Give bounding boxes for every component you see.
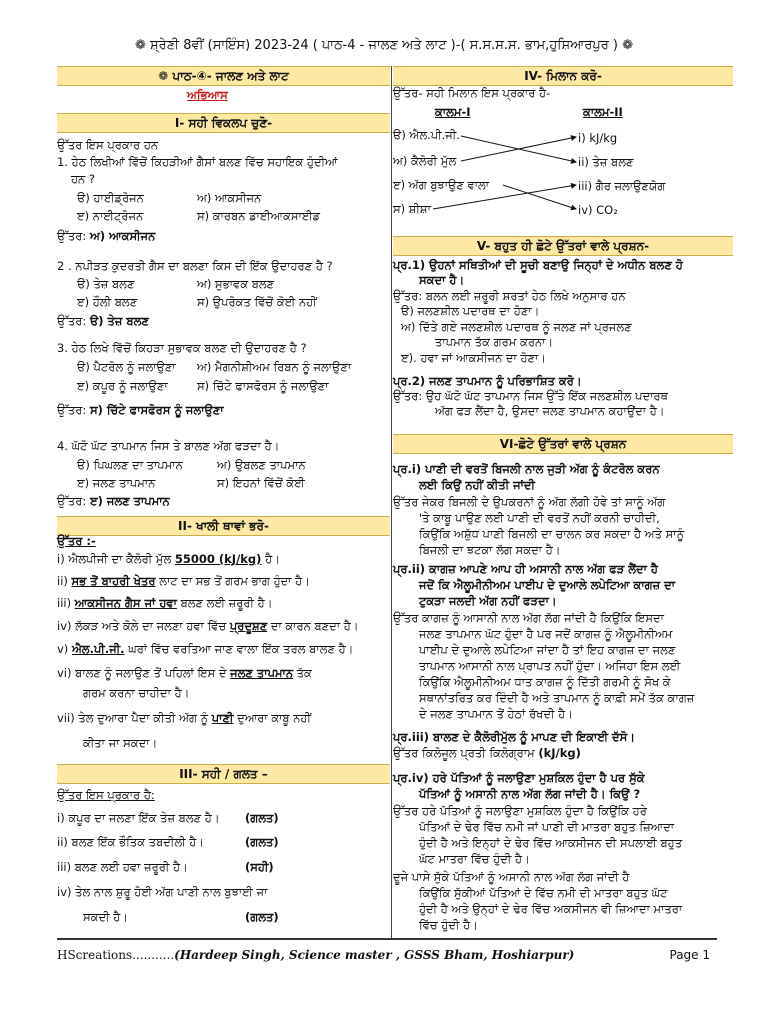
fill-text: ਦਾ ਕਾਰਨ ਬਣਦਾ ਹੈ।: [270, 619, 359, 633]
tf-answer: (ਗਲਤ): [245, 910, 279, 924]
column-2-header: ਕਾਲਮ-II: [583, 105, 623, 119]
q2-text: 2 . ਨਪੀੜਤ ਕੁਦਰਤੀ ਗੈਸ ਦਾ ਬਲਣਾ ਕਿਸ ਦੀ ਇੱਕ ਉਦਾਹਰਣ ਹੈ ?: [57, 259, 333, 273]
answer-value: ਸ) ਚਿੱਟੇ ਫਾਸਫੋਰਸ ਨੂੰ ਜਲਾਉਣਾ: [89, 403, 224, 417]
header-title: ਸ਼੍ਰੇਣੀ 8ਵੀਂ (ਸਾਇੰਸ) 2023-24 ( ਪਾਠ-4 - ਜਾਲਣ ਅਤੇ ਲਾਟ )-( ਸ.ਸ.ਸ.ਸ. ਭਾਮ,ਹੁਸ਼ਿਆਰਪੁਰ ): [149, 38, 618, 53]
fill-7: [57, 711, 311, 725]
s4-intro: ਉੱਤਰ- ਸਹੀ ਮਿਲਾਨ ਇਸ ਪ੍ਰਕਾਰ ਹੈ-: [393, 86, 551, 100]
q3-option: ਅ) ਮੈਗਨੀਸ਼ੀਅਮ ਰਿਬਨ ਨੂੰ ਜਲਾਉਣਾ: [197, 360, 352, 374]
v1-answer-line: ਉੱਤਰ: ਬਲਨ ਲਈ ਜ਼ਰੂਰੀ ਸ਼ਰਤਾਂ ਹੇਠ ਲਿਖੇ ਅਨੁਸਾਰ ਹਨ: [393, 289, 626, 303]
section-5-title: V- ਬਹੁਤ ਹੀ ਛੋਟੇ ਉੱਤਰਾਂ ਵਾਲੇ ਪ੍ਰਸ਼ਨ-: [393, 236, 733, 256]
vi2-answer-line: ਸਥਾਨਾਂਤਰਿਤ ਕਰ ਦਿੰਦੀ ਹੈ ਅਤੇ ਤਾਪਮਾਨ ਨੂੰ ਕਾਫ਼ੀ ਸਮੇਂ ਤੱਕ ਕਾਗਜ਼: [419, 691, 695, 705]
vi4-answer-line: ਵਿੱਚ ਹੁੰਦੀ ਹੈ।: [419, 918, 478, 932]
a3: [57, 403, 224, 417]
a4: [57, 494, 170, 508]
q1-text-cont: ਹਨ ?: [71, 172, 96, 186]
answer-label: ਉੱਤਰ:: [57, 494, 87, 508]
q2-option: ੲ) ਹੌਲੀ ਬਲਣ: [77, 295, 138, 309]
vi1-answer-line: ਉੱਤਰ ਜੇਕਰ ਬਿਜਲੀ ਦੇ ਉਪਕਰਨਾਂ ਨੂੰ ਅੱਗ ਲੱਗੀ ਹੋਵੇ ਤਾਂ ਸਾਨੂੰ ਅੱਗ: [393, 495, 666, 509]
abhyas-heading: ਅਭਿਆਸ: [187, 88, 228, 102]
q4-option: ੳ) ਪਿਘਲਣ ਦਾ ਤਾਪਮਾਨ: [77, 458, 183, 472]
fill-answer: ਜਲਣ ਤਾਪਮਾਨ: [230, 666, 294, 680]
fill-answer: 55000 (kJ/kg): [174, 552, 262, 566]
tf-question: ii) ਬਲਣ ਇੱਕ ਭੌਤਿਕ ਤਬਦੀਲੀ ਹੈ।: [57, 835, 205, 849]
fill-7-cont: ਕੀਤਾ ਜਾ ਸਕਦਾ।: [83, 736, 158, 750]
fill-text: ਹੈ।: [265, 552, 280, 566]
fill-text: vi) ਬਾਲਣ ਨੂੰ ਜਲਾਉਣ ਤੋਂ ਪਹਿਲਾਂ ਇਸ ਦੇ: [57, 666, 227, 680]
v1-question: ਪ੍ਰ.1) ਉਹਨਾਂ ਸਥਿਤੀਆਂ ਦੀ ਸੂਚੀ ਬਣਾਉ ਜਿਨ੍ਹਾਂ ਦੇ ਅਧੀਨ ਬਲਣ ਹੋ: [393, 258, 683, 272]
fill-answer: ਪ੍ਰਦੂਸ਼ਣ: [229, 619, 268, 633]
answer-label: ਉੱਤਰ:: [57, 403, 87, 417]
q2-option: ਅ) ਸੁਭਾਵਕ ਬਲਣ: [197, 277, 275, 291]
vi4-question: ਪ੍ਰ.iv) ਹਰੇ ਪੱਤਿਆਂ ਨੂੰ ਜਲਾਉਣਾ ਮੁਸ਼ਕਿਲ ਹੁੰਦਾ ਹੈ ਪਰ ਸੁੱਕੇ: [393, 771, 645, 785]
section-1-title: I- ਸਹੀ ਵਿਕਲਪ ਚੁਣੋ-: [57, 113, 390, 133]
section-4-title: IV- ਮਿਲਾਨ ਕਰੋ-: [393, 66, 733, 86]
section-6-title: VI-ਛੋਟੇ ਉੱਤਰਾਂ ਵਾਲੇ ਪ੍ਰਸ਼ਨ: [393, 434, 733, 454]
answer-value: ੳ) ਤੇਜ਼ ਬਲਣ: [89, 314, 149, 328]
page-number: Page 1: [669, 948, 710, 962]
q2-option: ੳ) ਤੇਜ਼ ਬਲਣ: [77, 277, 135, 291]
fill-text: ਘਰਾਂ ਵਿੱਚ ਵਰਤਿਆ ਜਾਣ ਵਾਲਾ ਇੱਕ ਤਰਲ ਬਾਲਣ ਹੈ।: [128, 642, 354, 656]
q3-option: ੲ) ਕਪੂਰ ਨੂੰ ਜਲਾਉਣਾ: [77, 379, 168, 393]
section-2-title: II- ਖਾਲੀ ਥਾਵਾਂ ਭਰੋ-: [57, 516, 390, 536]
tf-answer: (ਗਲਤ): [245, 835, 279, 849]
fill-text: iv) ਲੱਕੜ ਅਤੇ ਕੋਲੇ ਦਾ ਜਲਣਾ ਹਵਾ ਵਿੱਚ: [57, 619, 227, 633]
header-title-row: [0, 38, 768, 53]
page-header: [0, 0, 768, 60]
s3-intro: ਉੱਤਰ ਇਸ ਪ੍ਰਕਾਰ ਹੈ:: [57, 788, 155, 802]
vi1-answer-line: ਕਿਉਂਕਿ ਅਸ਼ੁੱਧ ਪਾਣੀ ਬਿਜਲੀ ਦਾ ਚਾਲਨ ਕਰ ਸਕਦਾ ਹੈ ਅਤੇ ਸਾਨੂੰ: [419, 527, 685, 541]
fill-text: ii): [57, 574, 68, 588]
tf-question: iv) ਤੇਲ ਨਾਲ ਸ਼ੁਰੂ ਹੋਈ ਅੱਗ ਪਾਣੀ ਨਾਲ ਬੁਝਾਈ ਜਾ: [57, 885, 268, 899]
v1-answer-line: ੲ). ਹਵਾ ਜਾਂ ਆਕਸੀਜਨ ਦਾ ਹੋਣਾ।: [401, 351, 547, 365]
tf-question-cont: ਸਕਦੀ ਹੈ।: [83, 910, 129, 924]
q4-option: ਸ) ਇਹਨਾਂ ਵਿੱਚੋਂ ਕੋਈ: [217, 476, 305, 490]
fill-text: i) ਐਲਪੀਜੀ ਦਾ ਕੈਲੋਰੀ ਮੁੱਲ: [57, 552, 172, 566]
fill-answer: ਐਲ.ਪੀ.ਜੀ.: [71, 642, 125, 656]
match-arrow: [461, 137, 576, 161]
vi1-question: ਪ੍ਰ.i) ਪਾਣੀ ਦੀ ਵਰਤੋਂ ਬਿਜਲੀ ਨਾਲ ਜੁੜੀ ਅੱਗ ਨੂੰ ਕੰਟਰੋਲ ਕਰਨ: [393, 462, 660, 476]
fill-6-cont: ਗਰਮ ਕਰਨਾ ਚਾਹੀਦਾ ਹੈ।: [83, 686, 190, 700]
q3-text: 3. ਹੇਠ ਲਿਖੇ ਵਿੱਚੋਂ ਕਿਹੜਾ ਸੁਭਾਵਕ ਬਲਣ ਦੀ ਉਦਾਹਰਣ ਹੈ ?: [57, 341, 307, 355]
column-1-header: ਕਾਲਮ-I: [435, 105, 471, 119]
match-left-item: ਸ) ਸ਼ੀਸ਼ਾ: [393, 202, 431, 216]
vi2-answer-line: ਕਿਉਂਕਿ ਐਲੂਮੀਨੀਅਮ ਧਾਤ ਕਾਗਜ਼ ਨੂੰ ਦਿੱਤੀ ਗਰਮੀ ਨੂੰ ਸੋਖ ਕੇ: [419, 675, 671, 689]
q1-option: ਅ) ਆਕਸੀਜਨ: [197, 191, 262, 205]
vi2-question-cont: ਜਦੋਂ ਕਿ ਐਲੂਮੀਨੀਅਮ ਪਾਈਪ ਦੇ ਦੁਆਲੇ ਲਪੇਟਿਆ ਕਾਗਜ਼ ਦਾ: [419, 578, 676, 592]
answer-label: ਉੱਤਰ:: [57, 229, 87, 243]
match-right-item: iii) ਗੈਰ ਜਲਾਉਣਯੋਗ: [578, 179, 666, 193]
answer-unit: (kJ/kg): [538, 746, 581, 760]
match-arrow: [433, 185, 576, 209]
q3-option: ੳ) ਪੈਟਰੋਲ ਨੂੰ ਜਲਾਉਣਾ: [77, 360, 176, 374]
vi1-question-cont: ਲਈ ਕਿਉਂ ਨਹੀਂ ਕੀਤੀ ਜਾਂਦੀ: [419, 478, 535, 492]
vi2-answer-line: ਤਾਪਮਾਨ ਆਸਾਨੀ ਨਾਲ ਪ੍ਰਾਪਤ ਨਹੀਂ ਹੁੰਦਾ। ਅਜਿਹਾ ਇਸ ਲਈ: [419, 659, 681, 673]
vi2-answer-line: ਜਲਣ ਤਾਪਮਾਨ ਘੱਟ ਹੁੰਦਾ ਹੈ ਪਰ ਜਦੋਂ ਕਾਗਜ਼ ਨੂੰ ਐਲੂਮੀਨੀਅਮ: [419, 627, 673, 641]
tf-question: i) ਕਪੂਰ ਦਾ ਜਲਣਾ ਇੱਕ ਤੇਜ਼ ਬਲਣ ਹੈ।: [57, 811, 220, 825]
section-3-title: III- ਸਹੀ / ਗਲਤ –: [57, 764, 390, 784]
match-right-item: i) kJ/kg: [578, 131, 618, 145]
fill-text: ਦੁਆਰਾ ਕਾਬੂ ਨਹੀਂ: [237, 711, 311, 725]
v1-question-cont: ਸਕਦਾ ਹੈ।: [419, 273, 465, 287]
vi1-answer-line: 'ਤੇ ਕਾਬੂ ਪਾਉਣ ਲਈ ਪਾਣੀ ਦੀ ਵਰਤੋਂ ਨਹੀਂ ਕਰਨੀ ਚਾਹੀਦੀ,: [419, 511, 660, 525]
footer-prefix: HScreations...........: [57, 948, 175, 962]
left-column: [57, 66, 390, 938]
vi4-answer-line: ਹੁੰਦੀ ਹੈ ਅਤੇ ਉਨ੍ਹਾਂ ਦੇ ਢੇਰ ਵਿੱਚ ਅਕਸੀਜਨ ਵੀ ਜ਼ਿਆਦਾ ਮਾਤਰਾ: [419, 902, 683, 916]
s1-intro: ਉੱਤਰ ਇਸ ਪ੍ਰਕਾਰ ਹਨ: [57, 138, 159, 152]
vi1-answer-line: ਬਿਜਲੀ ਦਾ ਝਟਕਾ ਲੱਗ ਸਕਦਾ ਹੈ।: [419, 543, 561, 557]
fill-text: ਬਲਣ ਲਈ ਜ਼ਰੂਰੀ ਹੈ।: [180, 596, 273, 610]
q1-option: ੳ) ਹਾਈਡ੍ਰੋਜਨ: [77, 191, 144, 205]
v1-answer-line: ੳ) ਜਲਣਸ਼ੀਲ ਪਦਾਰਥ ਦਾ ਹੋਣਾ।: [401, 304, 540, 318]
fill-answer: ਸਭ ਤੋਂ ਬਾਹਰੀ ਖੇਤਰ: [71, 574, 156, 588]
match-arrows: [393, 66, 733, 226]
v1-answer-line: ਅ) ਦਿੱਤੇ ਗਏ ਜਲਣਸ਼ੀਲ ਪਦਾਰਥ ਨੂੰ ਜਲਣ ਜਾਂ ਪ੍ਰਜਲਣ: [401, 320, 632, 334]
vi4-answer-line: ਦੂਜੇ ਪਾਸੇ ਸੁੱਕੇ ਪੱਤਿਆਂ ਨੂੰ ਅਸਾਨੀ ਨਾਲ ਅੱਗ ਲੱਗ ਜਾਂਦੀ ਹੈ: [393, 870, 630, 884]
lesson-ornament-icon: ❁: [158, 69, 169, 83]
fill-2: [57, 574, 310, 588]
vi2-answer-line: ਉੱਤਰ ਕਾਗਜ਼ ਨੂੰ ਆਸਾਨੀ ਨਾਲ ਅੱਗ ਲੱਗ ਜਾਂਦੀ ਹੈ ਕਿਉਂਕਿ ਇਸਦਾ: [393, 611, 664, 625]
match-arrow: [503, 185, 576, 209]
vi3-answer: [393, 746, 581, 760]
column-divider: [391, 66, 392, 938]
fill-4: [57, 619, 359, 633]
v2-answer-line: ਉੱਤਰ: ਉਹ ਘੱਟੋ ਘੱਟ ਤਾਪਮਾਨ ਜਿਸ ਉੱਤੇ ਇੱਕ ਜਲਣਸ਼ੀਲ ਪਦਾਰਥ: [393, 389, 668, 403]
v2-answer-line: ਅੱਗ ਫੜ ਲੈਂਦਾ ਹੈ, ਉਸਦਾ ਜਲਣ ਤਾਪਮਾਨ ਕਹਾਉਂਦਾ ਹੈ।: [435, 404, 665, 418]
match-left-item: ੳ) ਐਲ.ਪੀ.ਜੀ.: [393, 128, 460, 142]
vi4-answer-line: ਪੱਤਿਆਂ ਦੇ ਢੇਰ ਵਿੱਚ ਨਮੀ ਜਾਂ ਪਾਣੀ ਦੀ ਮਾਤਰਾ ਬਹੁਤ ਜ਼ਿਆਦਾ: [419, 820, 675, 834]
match-left-item: ਅ) ਕੈਲੋਰੀ ਮੁੱਲ: [393, 154, 457, 168]
q2-option: ਸ) ਉਪਰੋਕਤ ਵਿੱਚੋਂ ਕੋਈ ਨਹੀਂ: [197, 295, 317, 309]
footer-author: (Hardeep Singh, Science master , GSSS Bham, Hoshiarpur): [174, 948, 575, 962]
q1-text: 1. ਹੇਠ ਲਿਖੀਆਂ ਵਿੱਚੋਂ ਕਿਹੜੀਆਂ ਗੈਸਾਂ ਬਲਣ ਵਿੱਚ ਸਹਾਇਕ ਹੁੰਦੀਆਂ: [57, 155, 338, 169]
q3-option: ਸ) ਚਿੱਟੇ ਫਾਸਫੋਰਸ ਨੂੰ ਜਲਾਉਣਾ: [197, 379, 329, 393]
ornament-left-icon: ❁: [134, 38, 146, 53]
a2: [57, 314, 149, 328]
s2-answer-label: ਉੱਤਰ :-: [57, 534, 96, 548]
tf-answer: (ਸਹੀ): [245, 860, 274, 874]
v1-answer-line: ਤਾਪਮਾਨ ਤੱਕ ਗਰਮ ਕਰਨਾ।: [435, 335, 554, 349]
answer-label: ਉੱਤਰ:: [57, 314, 87, 328]
q1-option: ਸ) ਕਾਰਬਨ ਡਾਈਆਕਸਾਈਡ: [197, 209, 320, 223]
lesson-title: ਪਾਠ-④- ਜਾਲਣ ਅਤੇ ਲਾਟ: [172, 69, 289, 83]
vi4-answer-line: ਹੁੰਦੀ ਹੈ ਅਤੇ ਇਨ੍ਹਾਂ ਦੇ ਢੇਰ ਵਿੱਚ ਆਕਸੀਜਨ ਦੀ ਸਪਲਾਈ ਬਹੁਤ: [419, 836, 683, 850]
fill-6: [57, 666, 312, 680]
match-right-item: iv) CO₂: [578, 203, 618, 217]
fill-answer: ਪਾਣੀ: [211, 711, 234, 725]
vi2-answer-line: ਦੇ ਜਲਣ ਤਾਪਮਾਨ ਤੋਂ ਹੇਠਾਂ ਰੱਖਦੀ ਹੈ।: [419, 707, 573, 721]
q1-option: ੲ) ਨਾਈਟ੍ਰੋਜਨ: [77, 209, 144, 223]
lesson-title-band: [57, 66, 390, 86]
tf-question: iii) ਬਲਣ ਲਈ ਹਵਾ ਜ਼ਰੂਰੀ ਹੈ।: [57, 860, 188, 874]
vi2-question: ਪ੍ਰ.ii) ਕਾਗਜ਼ ਆਪਣੇ ਆਪ ਹੀ ਅਸਾਨੀ ਨਾਲ ਅੱਗ ਫੜ ਲੈਂਦਾ ਹੈ: [393, 562, 658, 576]
fill-text: ਤੱਕ: [296, 666, 312, 680]
a1: [57, 229, 155, 243]
fill-text: ਲਾਟ ਦਾ ਸਭ ਤੋਂ ਗਰਮ ਭਾਗ ਹੁੰਦਾ ਹੈ।: [159, 574, 310, 588]
vi4-answer-line: ਘੱਟ ਮਾਤਰਾ ਵਿੱਚ ਹੁੰਦੀ ਹੈ।: [419, 852, 530, 866]
vi2-question-cont: ਟੁਕੜਾ ਜਲਦੀ ਅੱਗ ਨਹੀਂ ਫੜਦਾ।: [419, 594, 557, 608]
footer-divider: [57, 938, 717, 940]
vi4-answer-line: ਉੱਤਰ ਹਰੇ ਪੱਤਿਆਂ ਨੂੰ ਜਲਾਉਣਾ ਮੁਸ਼ਕਿਲ ਹੁੰਦਾ ਹੈ ਕਿਉਂਕਿ ਹਰੇ: [393, 804, 647, 818]
fill-answer: ਆਕਸੀਜਨ ਗੈਸ ਜਾਂ ਹਵਾ: [74, 596, 177, 610]
fill-text: vii) ਤੇਲ ਦੁਆਰਾ ਪੈਦਾ ਕੀਤੀ ਅੱਗ ਨੂੰ: [57, 711, 209, 725]
fill-3: [57, 596, 272, 610]
fill-1: [57, 552, 280, 566]
answer-value: ੲ) ਜਲਣ ਤਾਪਮਾਨ: [89, 494, 170, 508]
v2-question: ਪ੍ਰ.2) ਜਲਣ ਤਾਪਮਾਨ ਨੂੰ ਪਰਿਭਾਸ਼ਿਤ ਕਰੋ।: [393, 374, 582, 388]
q4-option: ੲ) ਜਲਣ ਤਾਪਮਾਨ: [77, 476, 156, 490]
match-left-item: ੲ) ਅੱਗ ਬੁਝਾਉਣ ਵਾਲਾ: [393, 178, 490, 192]
vi3-question: ਪ੍ਰ.iii) ਬਾਲਣ ਦੇ ਕੈਲੋਰੀਮੁੱਲ ਨੂੰ ਮਾਪਣ ਦੀ ਇਕਾਈ ਦੱਸੋ।: [393, 730, 636, 744]
answer-value: ਅ) ਆਕਸੀਜਨ: [89, 229, 156, 243]
answer-text: ਉੱਤਰ ਕਿਲੋਜੂਲ ਪ੍ਰਤੀ ਕਿਲੋਗ੍ਰਾਮ: [393, 746, 535, 760]
ornament-right-icon: ❁: [622, 38, 634, 53]
fill-text: iii): [57, 596, 72, 610]
vi4-question-cont: ਪੱਤਿਆਂ ਨੂੰ ਅਸਾਨੀ ਨਾਲ ਅੱਗ ਲੱਗ ਜਾਂਦੀ ਹੈ। ਕਿਉਂ ?: [419, 787, 641, 801]
tf-answer: (ਗਲਤ): [245, 811, 279, 825]
q4-text: 4. ਘੱਟੋ ਘੱਟ ਤਾਪਮਾਨ ਜਿਸ ਤੇ ਬਾਲਣ ਅੱਗ ਫੜਦਾ ਹੈ।: [57, 439, 280, 453]
vi2-answer-line: ਪਾਈਪ ਦੇ ਦੁਆਲੇ ਲਪੇਟਿਆ ਜਾਂਦਾ ਹੈ ਤਾਂ ਇਹ ਕਾਗਜ਼ ਦਾ ਜਲਣ: [419, 643, 676, 657]
vi4-answer-line: ਕਿਉਂਕਿ ਸੁੱਕੀਆਂ ਪੱਤਿਆਂ ਦੇ ਵਿੱਚ ਨਮੀ ਦੀ ਮਾਤਰਾ ਬਹੁਤ ਘੱਟ: [419, 886, 668, 900]
right-column: [393, 66, 733, 938]
match-right-item: ii) ਤੇਜ਼ ਬਲਣ: [578, 155, 634, 169]
fill-5: [57, 642, 353, 656]
fill-text: v): [57, 642, 69, 656]
q4-option: ਅ) ਉਬਲਣ ਤਾਪਮਾਨ: [217, 458, 306, 472]
footer-credit: [57, 948, 574, 962]
